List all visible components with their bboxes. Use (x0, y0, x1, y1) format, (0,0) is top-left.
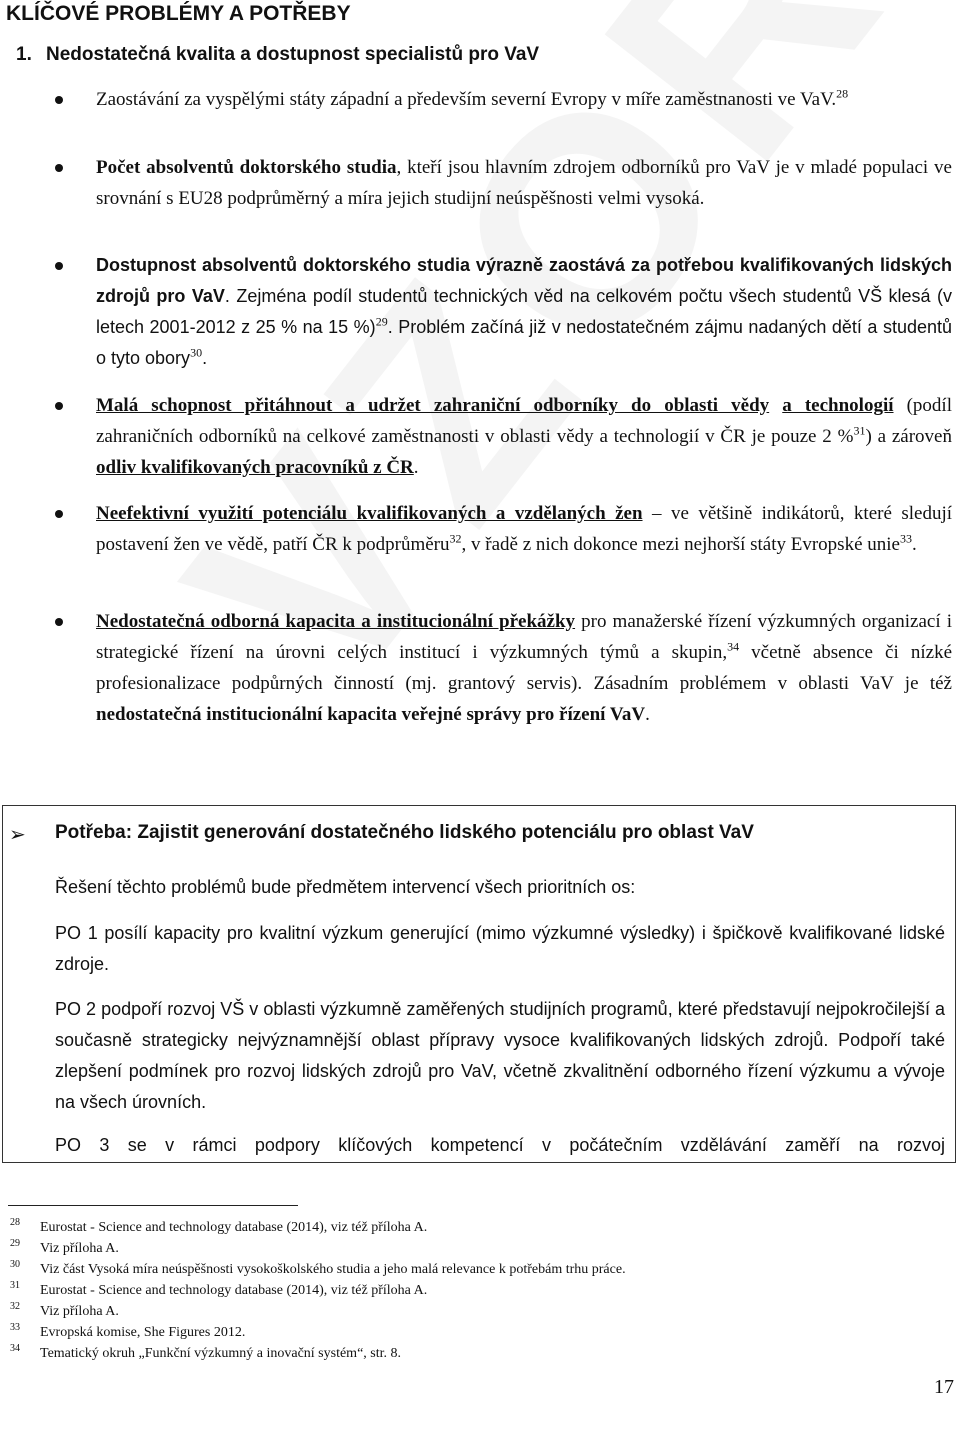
page-number: 17 (934, 1376, 954, 1398)
footnote-ref: 33 (899, 531, 912, 546)
item-text: . Zejména podíl studentů technických věd na celkovém počtu všech studentů VŠ klesá (v letech 2001-2012 z 25 % na 15 %) (96, 286, 952, 337)
footnote (10, 1344, 910, 1364)
item-bold: Nedostatečná odborná kapacita a institucionální překážky (96, 611, 576, 632)
item-bold: Počet absolventů doktorského studia (96, 157, 397, 178)
footnote-separator (8, 1205, 298, 1206)
item-bold: Dostupnost absolventů doktorského studia výrazně zaostává za potřebou kvalifikovaných lidských zdrojů pro VaV (96, 255, 952, 306)
item-text: . (645, 704, 650, 725)
need-box (2, 805, 956, 1163)
bullet-icon (55, 618, 63, 626)
list-item (96, 84, 952, 115)
footnote-ref: 32 (449, 531, 462, 546)
item-text: včetně absence či nízké profesionalizace podpůrných činností (mj. grantový servis). (96, 642, 953, 694)
section-title: Nedostatečná kvalita a dostupnost specialistů pro VaV (46, 44, 540, 65)
item-text: , kteří jsou hlavním zdrojem odborníků pro VaV je v mladé populaci ve srovnání s EU28 podprůměrný a míra jejich studijní neúspěšnosti velmi vysoká. (96, 157, 952, 209)
footnote (10, 1302, 910, 1322)
footnote-ref: 30 (190, 345, 203, 360)
list-item (96, 606, 952, 730)
item-text: . (202, 348, 208, 368)
po2-paragraph: PO 2 podpoří rozvoj VŠ v oblasti výzkumně zaměřených studijních programů, které představují nejpokročilejší a současně strategicky nejvýznamnější oblast přípravy vysoce kvalifikovaných lidských zdrojů. Podpoří také zlepšení podmínek pro rozvoj lidských zdrojů pro VaV, včetně zkvalitnění odborného řízení výzkumu a vývoje na všech úrovních. (55, 999, 945, 1112)
item-text: (podíl zahraničních odborníků na celkové zaměstnanosti v oblasti vědy a technologií v ČR je pouze 2 % (96, 395, 952, 447)
footnote-ref: 34 (727, 639, 740, 654)
list-item (96, 250, 952, 374)
section-heading (16, 44, 539, 66)
need-title: Potřeba: Zajistit generování dostatečného lidského potenciálu pro oblast VaV (55, 822, 754, 843)
bullet-icon (55, 402, 63, 410)
footnote-text: Tematický okruh „Funkční výzkumný a inovační systém“, str. 8. (40, 1346, 402, 1361)
footnote-text: Evropská komise, She Figures 2012. (40, 1325, 246, 1340)
list-item (96, 390, 952, 483)
footnote (10, 1260, 910, 1280)
item-text: . (911, 534, 917, 555)
bullet-icon (55, 96, 63, 104)
footnote (10, 1281, 910, 1301)
footnote (10, 1239, 910, 1259)
page-title: KLÍČOVÉ PROBLÉMY A POTŘEBY (6, 2, 351, 25)
footnote-number: 32 (10, 1301, 20, 1312)
item-bold: nedostatečná institucionální kapacita veřejné správy pro řízení VaV (96, 704, 646, 725)
footnote-text: Eurostat - Science and technology database (2014), viz též příloha A. (40, 1283, 428, 1298)
footnote-text: Viz část Vysoká míra neúspěšnosti vysokoškolského studia a jeho malá relevance k potřebám trhu práce. (40, 1262, 626, 1277)
item-text: Zaostávání za vyspělými státy západní a především severní Evropy v míře zaměstnanosti ve VaV. (96, 89, 837, 110)
bullet-icon (55, 164, 63, 172)
footnote-number: 30 (10, 1259, 20, 1270)
item-bold: odliv kvalifikovaných pracovníků z ČR (96, 457, 414, 478)
footnote (10, 1323, 910, 1343)
item-text: pro manažerské řízení výzkumných organizací i strategické řízení na úrovni celých institucí i výzkumných týmů a skupin, (96, 611, 952, 663)
item-bold: Neefektivní využití potenciálu kvalifikovaných a vzdělaných žen (96, 503, 643, 524)
item-text: . Problém začíná již v nedostatečném zájmu nadaných dětí a studentů o tyto obory (96, 317, 952, 368)
section-number: 1. (16, 44, 32, 65)
footnote-ref: 31 (853, 423, 866, 438)
footnote-text: Viz příloha A. (40, 1304, 119, 1319)
item-text: ) a zároveň (865, 426, 952, 447)
footnote-text: Eurostat - Science and technology database (2014), viz též příloha A. (40, 1220, 428, 1235)
arrow-bullet-icon: ➢ (9, 822, 26, 846)
item-text: . (413, 457, 419, 478)
item-text: , v řadě z nich dokonce mezi nejhorší státy Evropské unie (461, 534, 900, 555)
item-text: Zásadním problémem v oblasti VaV je též (593, 673, 952, 694)
list-item (96, 152, 952, 214)
footnote-number: 29 (10, 1238, 20, 1249)
bullet-icon (55, 262, 63, 270)
po3-paragraph: PO 3 se v rámci podpory klíčových kompetencí v počátečním vzdělávání zaměří na rozvoj (55, 1135, 945, 1155)
footnote-number: 33 (10, 1322, 20, 1333)
item-text: – ve většině indikátorů, které sledují postavení žen ve vědě, patří ČR k podprůměru (96, 503, 953, 555)
footnote-ref: 29 (375, 314, 388, 329)
footnote-number: 34 (10, 1343, 20, 1354)
item-bold: Malá schopnost přitáhnout a udržet zahraniční odborníky do oblasti vědy (96, 395, 770, 416)
bullet-icon (55, 510, 63, 518)
footnote-text: Viz příloha A. (40, 1241, 119, 1256)
list-item (96, 498, 952, 560)
item-bold: a technologií (782, 395, 894, 416)
footnote (10, 1218, 910, 1238)
footnote-ref: 28 (836, 86, 849, 101)
need-intro: Řešení těchto problémů bude předmětem intervencí všech prioritních os: (55, 877, 636, 897)
footnote-number: 31 (10, 1280, 20, 1291)
footnote-number: 28 (10, 1217, 20, 1228)
po1-paragraph: PO 1 posílí kapacity pro kvalitní výzkum generující (mimo výzkumné výsledky) i špičkově kvalifikované lidské zdroje. (55, 923, 945, 974)
